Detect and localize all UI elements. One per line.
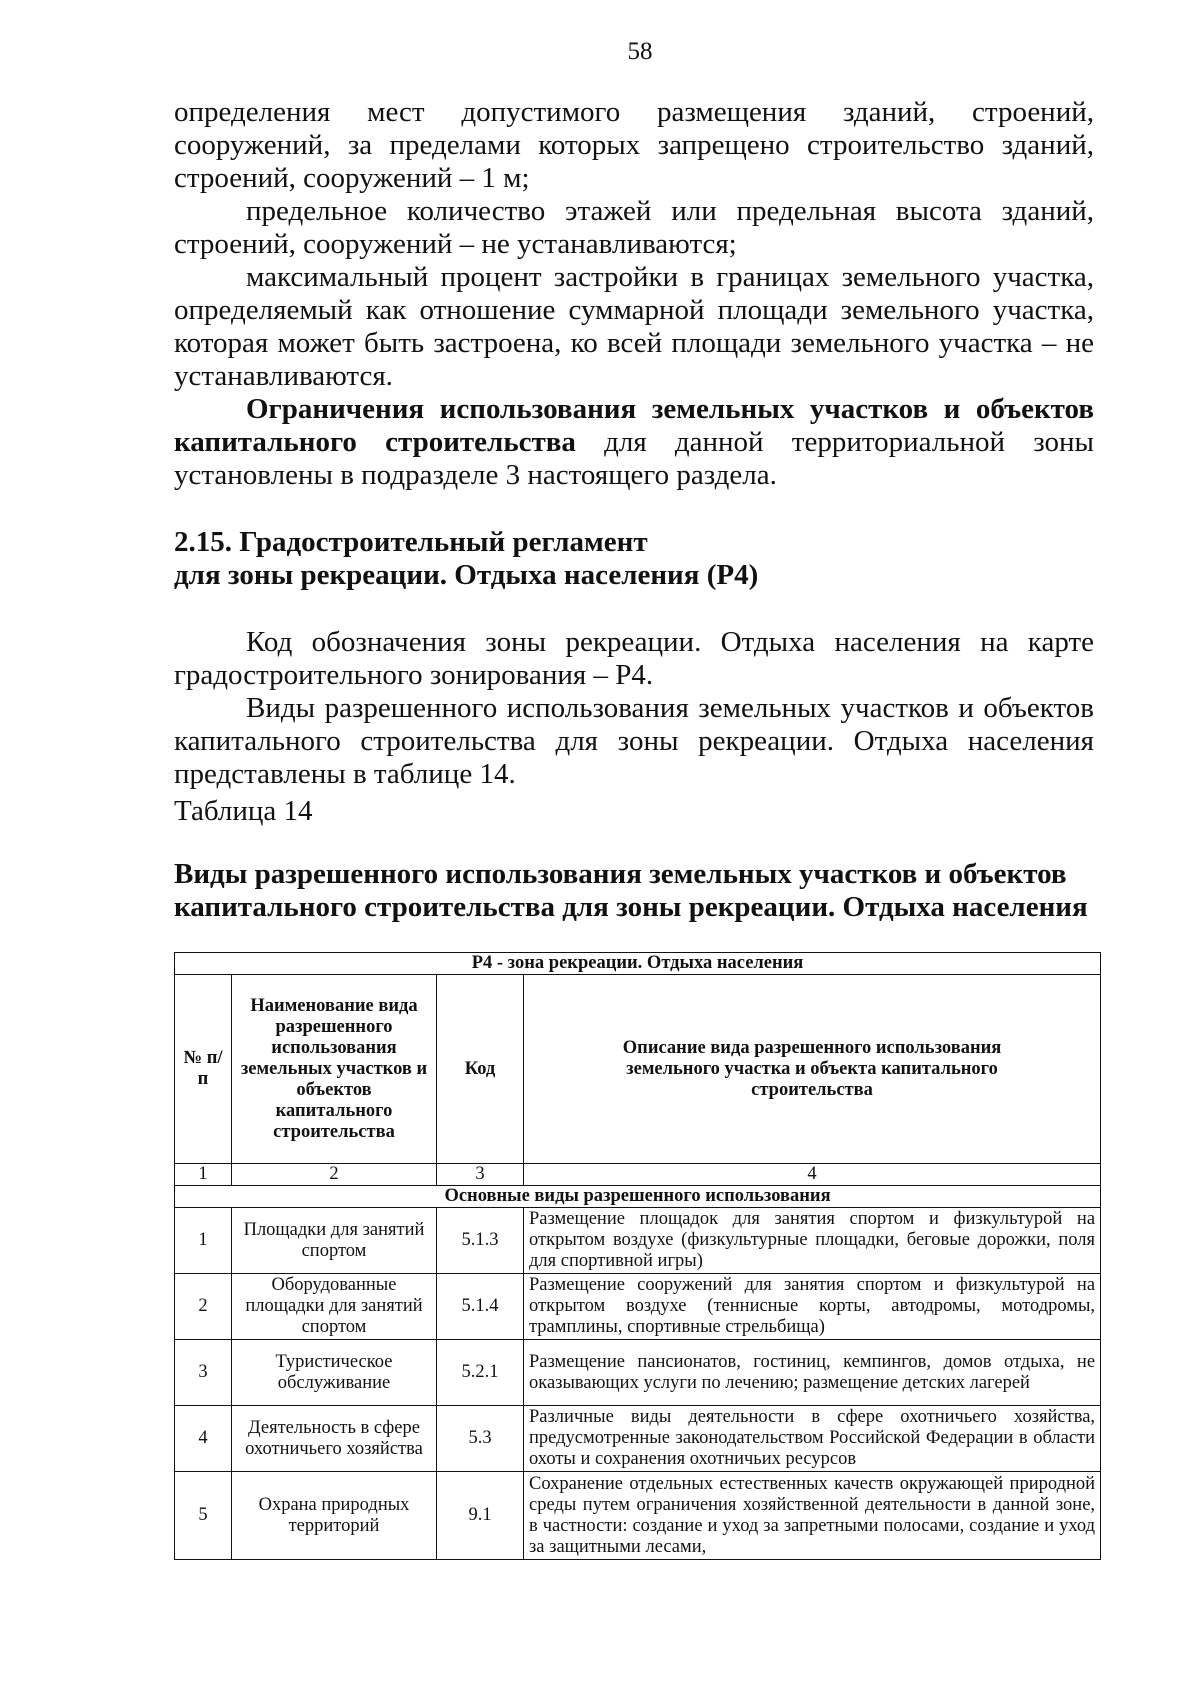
row-num: 5 <box>175 1472 232 1560</box>
row-code: 5.1.4 <box>437 1274 524 1340</box>
regulation-table <box>174 952 1101 1560</box>
paragraph-6: Виды разрешенного использования земельных участков и объектов капитального строительства для зоны рекреации. Отдыха населения представлены в таблице 14. <box>174 692 1094 790</box>
col-number: 3 <box>437 1164 524 1186</box>
col-number: 2 <box>232 1164 437 1186</box>
row-desc: Размещение площадок для занятия спортом и физкультурой на открытом воздухе (физкультурные площадки, беговые дорожки, поля для спортивной игры) <box>524 1208 1101 1274</box>
table-row <box>175 1340 1101 1406</box>
table-title-line-1: Виды разрешенного использования земельных участков и объектов <box>174 858 1067 890</box>
section-title-line-1: 2.15. Градостроительный регламент <box>174 526 648 558</box>
row-code: 5.3 <box>437 1406 524 1472</box>
row-name: Площадки для занятий спортом <box>232 1208 437 1274</box>
paragraph-2: предельное количество этажей или предельная высота зданий, строений, сооружений – не устанавливаются; <box>174 195 1094 260</box>
col-number: 1 <box>175 1164 232 1186</box>
table-label: Таблица 14 <box>174 795 313 827</box>
row-num: 3 <box>175 1340 232 1406</box>
paragraph-4 <box>174 393 1094 492</box>
table-row <box>175 1274 1101 1340</box>
col-header-name: Наименование вида разрешенного использования земельных участков и объектов капитального строительства <box>232 975 437 1164</box>
table-row <box>175 1208 1101 1274</box>
row-num: 4 <box>175 1406 232 1472</box>
table-title-line-2: капитального строительства для зоны рекреации. Отдыха населения <box>174 891 1088 923</box>
row-name: Оборудованные площадки для занятий спортом <box>232 1274 437 1340</box>
row-code: 5.2.1 <box>437 1340 524 1406</box>
body-text <box>174 96 1094 924</box>
col-header-code: Код <box>437 975 524 1164</box>
col-number: 4 <box>524 1164 1101 1186</box>
row-code: 9.1 <box>437 1472 524 1560</box>
paragraph-5: Код обозначения зоны рекреации. Отдыха населения на карте градостроительного зонирования – Р4. <box>174 626 1094 691</box>
page-number: 58 <box>627 38 653 65</box>
zone-header: Р4 - зона рекреации. Отдыха населения <box>175 953 1101 975</box>
row-desc: Размещение сооружений для занятия спортом и физкультурой на открытом воздухе (теннисные корты, автодромы, мотодромы, трамплины, спортивные стрельбища) <box>524 1274 1101 1340</box>
col-header-desc: Описание вида разрешенного использования земельного участка и объекта капитального строительства <box>524 975 1101 1164</box>
table-row <box>175 1406 1101 1472</box>
paragraph-4-bold: Ограничения использования земельных участков и объектов капитального строительства <box>174 393 1094 458</box>
row-desc: Размещение пансионатов, гостиниц, кемпингов, домов отдыха, не оказывающих услуги по лечению; размещение детских лагерей <box>524 1340 1101 1406</box>
col-header-num: № п/п <box>175 975 232 1164</box>
paragraph-1: определения мест допустимого размещения зданий, строений, сооружений, за пределами которых запрещено строительство зданий, строений, сооружений – 1 м; <box>174 96 1094 194</box>
paragraph-4-rest: для данной территориальной зоны установлены в подразделе 3 настоящего раздела. <box>174 426 1095 491</box>
section-title-line-2: для зоны рекреации. Отдыха населения (Р4) <box>174 559 759 591</box>
row-desc: Сохранение отдельных естественных качеств окружающей природной среды путем ограничения хозяйственной деятельности в данной зоне, в частности: создание и уход за запретными полосами, создание и уход за защитными лесами, <box>524 1472 1101 1560</box>
row-code: 5.1.3 <box>437 1208 524 1274</box>
row-num: 1 <box>175 1208 232 1274</box>
row-name: Деятельность в сфере охотничьего хозяйства <box>232 1406 437 1472</box>
row-name: Охрана природных территорий <box>232 1472 437 1560</box>
row-desc: Различные виды деятельности в сфере охотничьего хозяйства, предусмотренные законодательством Российской Федерации в области охоты и сохранения охотничьих ресурсов <box>524 1406 1101 1472</box>
row-num: 2 <box>175 1274 232 1340</box>
paragraph-3: максимальный процент застройки в границах земельного участка, определяемый как отношение суммарной площади земельного участка, которая может быть застроена, ко всей площади земельного участка – не устанавливаются. <box>174 261 1094 392</box>
table-row <box>175 1472 1101 1560</box>
section-main-uses: Основные виды разрешенного использования <box>175 1186 1101 1208</box>
row-name: Туристическое обслуживание <box>232 1340 437 1406</box>
